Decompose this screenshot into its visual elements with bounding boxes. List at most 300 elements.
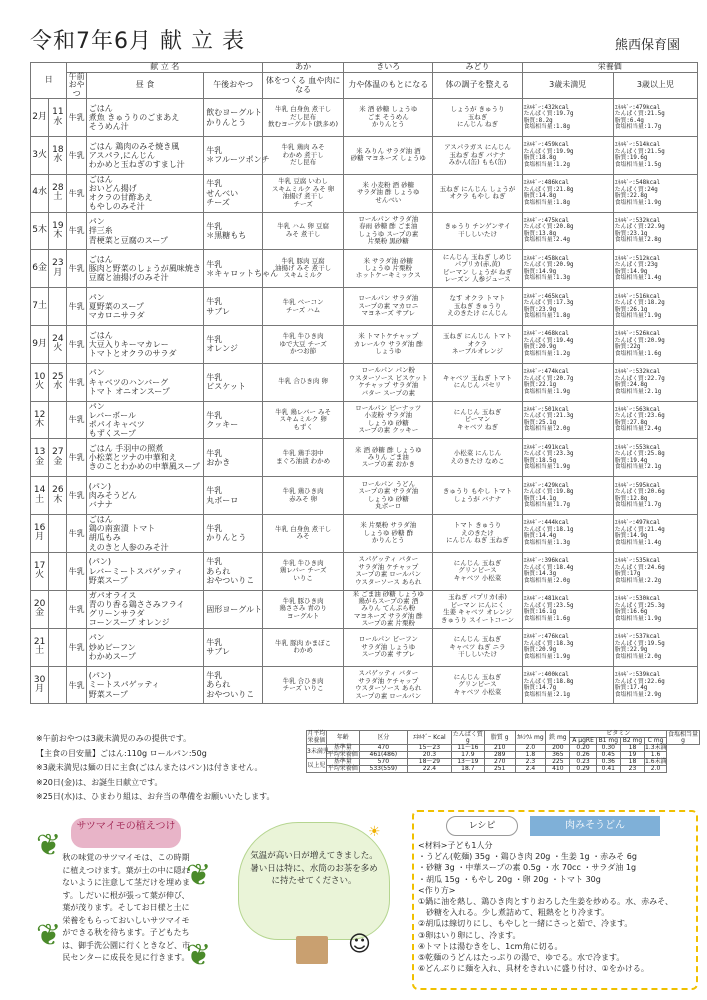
lunch-cell-line: そうめん汁: [88, 122, 129, 132]
nutrition-under3-cell-line: 食塩相当量:1.9g: [523, 653, 571, 660]
green-group-cell-line: 小松菜 にんじん: [453, 449, 502, 458]
nutrition-under3-cell-line: ｴﾈﾙｷﾞｰ:465kcal: [523, 293, 569, 300]
afternoon-snack-cell-line: 丸ボーロ: [206, 495, 239, 505]
afternoon-snack-cell-line: クッキー: [206, 419, 239, 429]
afternoon-snack-cell-line: あられ: [206, 680, 231, 690]
avg-cell-b2: 0.45: [596, 752, 620, 759]
yellow-group-cell: [344, 136, 433, 174]
lunch-cell-line: ごはん: [88, 330, 113, 340]
yellow-group-cell: [344, 628, 433, 666]
afternoon-snack-cell: [204, 174, 263, 212]
header-red: あか: [263, 63, 344, 73]
nutrition-under3-cell-line: 脂質:20.9g: [523, 344, 557, 351]
red-group-cell-line: 油揚げ みそ 煮干し: [275, 264, 332, 273]
yellow-group-cell-line: しょうゆ 砂糖: [367, 418, 409, 427]
sun-icon: ☀: [368, 824, 381, 840]
green-group-cell-line: アスパラガス にんじん: [444, 143, 511, 152]
red-group-cell: [263, 514, 344, 552]
avg-cell-age: 3未満児: [307, 745, 327, 759]
avg-h-salt: 食塩相当量 g: [667, 730, 698, 744]
red-group-cell-line: 飲むヨーグルト(鉄多め): [268, 120, 339, 129]
yellow-group-cell: [344, 363, 433, 401]
nutrition-over3-cell-line: ｴﾈﾙｷﾞｰ:532kcal: [614, 369, 661, 376]
green-group-cell-line: 玉ねぎ パプリカ(赤): [448, 593, 507, 602]
menu-table: [30, 62, 698, 704]
avg-cell-b1: 0.23: [570, 759, 596, 766]
nutrition-under3-cell-line: 食塩相当量:2.4g: [523, 237, 571, 244]
nutrition-under3-cell-line: ｴﾈﾙｷﾞｰ:474kcal: [523, 369, 569, 376]
nutrition-under3-cell-line: 食塩相当量:1.7g: [523, 502, 571, 509]
nutrition-under3-cell-line: 食塩相当量:2.1g: [523, 691, 571, 698]
nutrition-over3-cell-line: ｴﾈﾙｷﾞｰ:553kcal: [614, 444, 661, 451]
nutrition-under3-cell-line: たんぱく質:18.8g: [523, 678, 574, 685]
header-yellow: きいろ: [344, 63, 433, 73]
nutrition-under3-cell: [522, 325, 613, 363]
nutrition-over3-cell-line: 脂質:17.4g: [614, 685, 648, 692]
header-green: みどり: [433, 63, 522, 73]
morning-snack-cell: 牛乳: [67, 628, 86, 666]
alt-day-cell: [49, 514, 67, 552]
lunch-cell-line: わかめスープ: [88, 651, 136, 661]
red-group-cell-line: 牛乳 ハム 卵 豆腐: [277, 222, 329, 231]
nutrition-over3-cell-line: たんぱく質:18.2g: [614, 300, 665, 307]
nutrition-under3-cell-line: 脂質:22.1g: [523, 382, 557, 389]
afternoon-snack-cell-line: チーズ: [206, 197, 230, 207]
afternoon-snack-cell: [204, 552, 263, 590]
green-group-cell: [433, 477, 522, 515]
afternoon-snack-cell-line: 牛乳: [206, 221, 223, 231]
green-group-cell-line: 玉ねぎ ねぎ バナナ: [449, 150, 506, 159]
red-group-cell-line: 鶏レバー チーズ: [279, 566, 327, 575]
lunch-cell-line: トマト オニオンスープ: [88, 386, 170, 396]
nutrition-over3-cell: [613, 666, 697, 704]
lunch-cell-line: ごはん: [88, 514, 113, 524]
lunch-cell-line: ミートスパゲッティ: [88, 680, 160, 690]
lunch-cell-line: レバーボール: [88, 410, 136, 420]
nutrition-over3-cell: [613, 174, 697, 212]
green-group-cell: [433, 514, 522, 552]
green-group-cell-line: みかん(缶) もも(缶): [448, 158, 507, 167]
afternoon-snack-cell-line: 牛乳: [206, 448, 223, 458]
nutrition-under3-cell: [522, 590, 613, 628]
menu-row: [31, 514, 698, 552]
green-group-cell-line: にんじん 玉ねぎ: [453, 635, 502, 644]
afternoon-snack-cell-line: 牛乳: [206, 557, 223, 567]
afternoon-snack-cell-line: 牛乳: [206, 179, 223, 189]
nutrition-over3-cell-line: たんぱく質:25.8g: [614, 451, 665, 458]
yellow-group-cell-line: スープの素 サラダ油: [358, 487, 419, 496]
red-group-cell-line: 牛乳 豚肉 かまぼこ: [275, 638, 332, 647]
avg-cell-fe: 2.0: [515, 745, 546, 752]
nutrition-under3-cell-line: ｴﾈﾙｷﾞｰ:400kcal: [523, 672, 569, 679]
yellow-group-cell-line: ロールパン うどん: [361, 479, 416, 488]
header-red-sub: 体をつくる 血や肉になる: [263, 73, 344, 99]
alt-day-cell: [49, 401, 67, 439]
nutrition-under3-cell: [522, 288, 613, 326]
recipe-title: 肉みそうどん: [530, 816, 660, 836]
menu-row: [31, 325, 698, 363]
green-group-cell-line: キャベツ 小松菜: [453, 687, 502, 696]
menu-row: [31, 628, 698, 666]
afternoon-snack-cell-line: せんべい: [206, 188, 239, 198]
header-day: 日: [31, 63, 67, 99]
nutrition-over3-cell-line: 食塩相当量:2.2g: [614, 577, 662, 584]
avg-cell-c: 23: [620, 766, 644, 773]
avg-cell-c: 18: [620, 745, 644, 752]
avg-cell-e: 470: [359, 745, 407, 752]
lunch-cell-line: 夏野菜のスープ: [88, 301, 144, 311]
morning-snack-cell: 牛乳: [67, 250, 86, 288]
nutrition-over3-cell-line: たんぱく質:21.5g: [614, 148, 665, 155]
afternoon-snack-cell-line: 飲むヨーグルト: [206, 108, 263, 118]
yellow-group-cell-line: スープの素 マカロニ: [358, 301, 419, 310]
red-group-cell-line: 牛乳 ベーコン: [282, 298, 324, 307]
afternoon-snack-cell: [204, 666, 263, 704]
yellow-group-cell-line: サラダ油 ケチャップ: [358, 676, 419, 685]
tree-trunk: [296, 936, 328, 964]
red-group-cell-line: スキムミルク みそ 卵: [271, 184, 335, 193]
lunch-cell: [86, 628, 204, 666]
avg-cell-c: 19: [620, 752, 644, 759]
yellow-group-cell-line: スープの素 クッキー: [358, 426, 419, 435]
recipe-text: <材料>子ども1人分 ・うどん(乾麺) 35g ・鶏ひき肉 20g ・生姜 1g ・赤みそ 6g ・砂糖 3g ・中華スープの素 0.5g ・水 70cc ・サラダ油 1g ・胡瓜 15g ・もやし 20g ・卵 20g ・トマト 30g <作り方> ①鍋に油を熱し、鶏ひき肉とすりおろした生姜を炒める。水、赤みそ、 砂糖を入れる。少し煮詰めて、粗熱をとり冷ます。 ②胡瓜は線切りにし、もやしと一緒にさっと茹で、冷ます。 ③卵はいり卵にし、冷ます。 ④トマトは湯むきをし、1cm角に切る。 ⑤乾麺のうどんはたっぷりの湯で、ゆでる。水で冷ます。 ⑥どんぶりに麺を入れ、具材をきれいに盛り付け、①をかける。: [418, 841, 674, 974]
green-group-cell-line: ピーマン: [464, 415, 491, 424]
avg-cell-s: 1.3未満: [645, 744, 667, 751]
afternoon-snack-cell: [204, 250, 279, 288]
nutrition-under3-cell: [522, 363, 613, 401]
afternoon-snack-cell: [204, 136, 270, 174]
avg-cell-c: 18: [620, 759, 644, 766]
lunch-cell-line: ごはん: [88, 174, 113, 184]
green-group-cell-line: にんじん ねぎ: [456, 120, 499, 129]
nutrition-over3-cell-line: たんぱく質:22.9g: [614, 224, 665, 231]
lunch-cell-line: おいどん揚げ: [88, 183, 137, 193]
yellow-group-cell-line: ウスターソース ビスケット: [348, 373, 428, 382]
green-group-cell-line: キャベツ ねぎ ニラ: [449, 642, 506, 651]
day-cell: 20金: [31, 590, 49, 628]
yellow-group-cell-line: 米 みりん サラダ油 酒: [355, 146, 421, 155]
green-group-cell-line: オクラ もやし ねぎ: [449, 192, 506, 201]
lunch-cell: [86, 552, 204, 590]
green-group-cell-line: キャベツ 小松菜: [453, 573, 502, 582]
note-line: ※25日(水)は、ひまわり組は、お弁当の準備をお願いいたします。: [36, 792, 275, 801]
header-morning-snack: 午前おやつ: [68, 72, 85, 98]
morning-snack-cell: 牛乳: [67, 552, 86, 590]
morning-snack-cell: 牛乳: [67, 212, 86, 250]
nutrition-over3-cell: [613, 552, 697, 590]
yellow-group-cell-line: 片栗粉 黒砂糖: [367, 237, 409, 246]
avg-cell-a: 365: [546, 752, 570, 759]
avg-cell-f: 11～16: [451, 745, 484, 752]
nutrition-over3-cell-line: たんぱく質:23.6g: [614, 413, 665, 420]
afternoon-snack-cell-line: 牛乳: [206, 671, 223, 681]
yellow-group-cell-line: しょうゆ 片栗粉: [364, 264, 413, 273]
nutrition-under3-cell-line: たんぱく質:20.9g: [523, 262, 574, 269]
nutrition-over3-cell-line: たんぱく質:19.5g: [614, 640, 665, 647]
afternoon-snack-cell-line: 牛乳: [206, 335, 223, 345]
nutrition-under3-cell: [522, 666, 613, 704]
nutrition-under3-cell-line: 脂質:18.8g: [523, 155, 557, 162]
day-cell: 3火: [31, 136, 49, 174]
red-group-cell-line: みそ 煮干し: [285, 229, 321, 238]
morning-snack-cell: 牛乳: [67, 363, 86, 401]
lunch-cell-line: (パン): [88, 557, 111, 567]
afternoon-snack-cell-line: あられ: [206, 566, 231, 576]
nutrition-over3-cell-line: ｴﾈﾙｷﾞｰ:532kcal: [614, 217, 661, 224]
lunch-cell-line: 豚肉と野菜のしょうが風味焼き: [88, 264, 201, 274]
nutrition-over3-cell-line: ｴﾈﾙｷﾞｰ:514kcal: [614, 142, 661, 149]
nutrition-under3-cell: [522, 628, 613, 666]
nutrition-over3-cell-line: 食塩相当量:1.4g: [614, 275, 662, 282]
nutrition-under3-cell-line: 脂質:16.1g: [523, 609, 557, 616]
avg-h-b2: B2 mg: [620, 738, 644, 745]
alt-day-cell: [49, 666, 67, 704]
lunch-cell-line: (パン): [88, 481, 111, 491]
nutrition-under3-cell: [522, 174, 613, 212]
nutrition-under3-cell-line: ｴﾈﾙｷﾞｰ:432kcal: [523, 104, 569, 111]
morning-snack-cell: 牛乳: [67, 514, 86, 552]
red-group-cell-line: 牛乳 合ひき肉: [282, 676, 324, 685]
nutrition-under3-cell-line: 食塩相当量:1.8g: [523, 199, 571, 206]
alt-day-cell: 24火: [49, 325, 67, 363]
alt-day-cell: 11水: [49, 99, 67, 137]
nutrition-over3-cell: [613, 628, 697, 666]
nutrition-under3-cell-line: 食塩相当量:1.9g: [523, 464, 571, 471]
yellow-group-cell-line: 米 酒 砂糖 酢 しょうゆ: [354, 445, 422, 454]
menu-row: [31, 250, 698, 288]
red-group-cell: [263, 325, 344, 363]
menu-row: [31, 212, 698, 250]
avg-cell-s: 1.6: [645, 752, 667, 759]
afternoon-snack-cell: [204, 363, 263, 401]
afternoon-snack-cell-line: ビスケット: [206, 382, 246, 392]
yellow-group-cell-line: 鶏がらスープの素 酒: [358, 597, 419, 605]
note-line: ※20日(金)は、お誕生日献立です。: [36, 777, 163, 787]
nutrition-over3-cell-line: 食塩相当量:2.4g: [614, 426, 662, 433]
yellow-group-cell: [344, 250, 433, 288]
lunch-cell-line: 鶏の南蛮漬 トマト: [88, 524, 156, 534]
yellow-group-cell-line: スープの素 ロールパン: [355, 691, 422, 700]
nutrition-under3-cell-line: ｴﾈﾙｷﾞｰ:429kcal: [523, 482, 569, 489]
red-group-cell: [263, 552, 344, 590]
lunch-cell-line: 煮魚 きゅうりのごまあえ: [88, 112, 180, 122]
nutrition-over3-cell-line: 脂質:22g: [614, 344, 641, 351]
lunch-cell-line: パン: [88, 368, 105, 378]
nutrition-over3-cell-line: たんぱく質:23g: [614, 262, 658, 269]
morning-snack-cell: 牛乳: [67, 288, 86, 326]
nutrition-under3-cell-line: 食塩相当量:1.6g: [523, 615, 571, 622]
yellow-group-cell: [344, 666, 433, 704]
menu-row: [31, 439, 698, 477]
header-menu: 献 立 名: [67, 63, 263, 73]
red-group-cell: [263, 628, 344, 666]
nutrition-under3-cell-line: たんぱく質:20.8g: [523, 224, 574, 231]
lunch-cell: [86, 363, 204, 401]
lunch-cell-line: 拌三糸: [88, 226, 113, 236]
avg-cell-s: 1.6未満: [645, 758, 667, 765]
day-cell: 13金: [31, 439, 49, 477]
yellow-group-cell-line: ロールパン サラダ油: [358, 215, 419, 224]
green-group-cell: [433, 99, 522, 137]
afternoon-snack-cell: [204, 590, 263, 628]
avg-cell-e: 461(486): [359, 752, 407, 759]
afternoon-snack-cell-line: ＊キャロットちゃん: [206, 268, 279, 278]
note-line: ※3歳未満児は麺の日に主食(ごはんまたはパン)は付きません。: [36, 763, 263, 772]
notes: [36, 732, 294, 805]
nutrition-under3-cell-line: たんぱく質:21.8g: [523, 186, 574, 193]
avg-cell-b2: 0.41: [596, 766, 620, 773]
lunch-cell: [86, 212, 204, 250]
nutrition-over3-cell-line: ｴﾈﾙｷﾞｰ:512kcal: [614, 255, 661, 262]
nutrition-over3-cell-line: ｴﾈﾙｷﾞｰ:563kcal: [614, 406, 661, 413]
nutrition-under3-cell-line: 食塩相当量:1.3g: [523, 539, 571, 546]
lunch-cell-line: 豆腐と油揚げのみそ汁: [88, 273, 169, 283]
nutrition-over3-cell-line: 食塩相当量:1.9g: [614, 199, 662, 206]
green-group-cell-line: ピーマン しょうが ねぎ: [443, 267, 512, 276]
yellow-group-cell-line: 春雨 砂糖 酢 ごま油: [359, 222, 418, 231]
day-cell: 17火: [31, 552, 49, 590]
avg-h-energy: ｴﾈﾙｷﾞｰ Kcal: [407, 731, 451, 745]
avg-h-fe: 鉄 mg: [546, 731, 570, 745]
avg-cell-b2: 0.36: [596, 759, 620, 766]
alt-day-cell: 28土: [49, 174, 67, 212]
day-cell: 9月: [31, 325, 49, 363]
yellow-group-cell-line: ロールパン ビーフン: [358, 635, 418, 644]
lunch-cell-line: アスパラ,にんじん: [88, 150, 155, 160]
lunch-cell: [86, 666, 204, 704]
green-group-cell-line: なす オクラ トマト: [449, 294, 506, 303]
red-group-cell-line: スキムミルク 卵: [279, 415, 327, 424]
red-group-cell-line: チーズ いりこ: [282, 684, 324, 693]
afternoon-snack-cell: [204, 439, 263, 477]
nutrition-over3-cell-line: 脂質:14.9g: [614, 533, 648, 540]
day-cell: 4水: [31, 174, 49, 212]
morning-snack-cell: 牛乳: [67, 477, 86, 515]
green-group-cell-line: トマト きゅうり: [453, 521, 502, 530]
avg-h-ca: ｶﾙｼｳﾑ mg: [515, 731, 546, 745]
yellow-group-cell-line: サラダ油 ケチャップ: [358, 562, 419, 571]
sweetpotato-box: [36, 818, 214, 986]
red-group-cell: [263, 401, 344, 439]
yellow-group-cell-line: ごま そうめん: [367, 112, 409, 121]
afternoon-snack-cell: [204, 628, 263, 666]
lunch-cell: [86, 136, 204, 174]
green-group-cell-line: にんじん パセリ: [453, 381, 502, 390]
yellow-group-cell-line: サラダ油 しょうゆ: [361, 642, 416, 651]
nutrition-over3-cell-line: 脂質:27.8g: [614, 419, 648, 426]
red-group-cell-line: まぐろ油漬 わかめ: [276, 456, 331, 465]
avg-cell-ca: 251: [484, 766, 515, 773]
yellow-group-cell-line: かりんとう: [372, 536, 405, 545]
lunch-cell-line: 野菜スープ: [88, 575, 128, 585]
yellow-group-cell-line: 米 サラダ油 砂糖: [363, 256, 414, 265]
afternoon-snack-cell-line: オレンジ: [206, 344, 238, 354]
lunch-cell-line: (パン): [88, 671, 111, 681]
yellow-group-cell-line: しょうゆ 砂糖: [367, 494, 409, 503]
lunch-cell-line: トマトとオクラのサラダ: [88, 348, 177, 358]
lunch-cell-line: ごはん 手羽中の照煮: [88, 443, 164, 453]
afternoon-snack-cell-line: 牛乳: [206, 524, 223, 534]
yellow-group-cell-line: みりん てんぷら粉: [361, 604, 416, 613]
lunch-cell-line: コーンスープ オレンジ: [88, 618, 170, 628]
yellow-group-cell-line: スープの素 片栗粉: [361, 619, 415, 628]
nutrition-over3-cell-line: 食塩相当量:2.9g: [614, 691, 662, 698]
red-group-cell-line: かつお節: [290, 347, 317, 356]
nutrition-over3-cell: [613, 590, 697, 628]
morning-snack-cell: 牛乳: [67, 325, 86, 363]
yellow-group-cell-line: ケチャップ サラダ油: [358, 381, 419, 390]
nutrition-under3-cell-line: 食塩相当量:1.2g: [523, 161, 571, 168]
afternoon-snack-cell-line: 牛乳: [206, 638, 223, 648]
nutrition-over3-cell: [613, 136, 697, 174]
day-cell: 7土: [31, 288, 49, 326]
nutrition-under3-cell-line: ｴﾈﾙｷﾞｰ:396kcal: [523, 558, 569, 565]
morning-snack-cell: 牛乳: [67, 174, 86, 212]
green-group-cell-line: 生姜 キャベツ オレンジ: [443, 608, 512, 617]
nutrition-under3-cell-line: たんぱく質:19.4g: [523, 337, 574, 344]
nutrition-over3-cell-line: 脂質:12.8g: [614, 495, 648, 502]
nutrition-over3-cell: [613, 288, 697, 326]
avg-cell-p: 18～29: [407, 759, 451, 766]
nutrition-over3-cell-line: たんぱく質:22.6g: [614, 678, 665, 685]
nutrition-over3-cell-line: 食塩相当量:2.0g: [614, 653, 662, 660]
nutrition-over3-cell-line: たんぱく質:21.4g: [614, 526, 665, 533]
nutrition-over3-cell-line: 食塩相当量:2.1g: [614, 464, 662, 471]
nutrition-under3-cell-line: たんぱく質:23.5g: [523, 602, 574, 609]
avg-cell-f: 13～19: [451, 759, 484, 766]
red-group-cell-line: だし昆布: [290, 158, 317, 167]
afternoon-snack-cell-line: ＊黒糖もち: [206, 230, 247, 240]
nutrition-under3-cell-line: ｴﾈﾙｷﾞｰ:476kcal: [523, 634, 569, 641]
morning-snack-cell: 牛乳: [67, 99, 86, 137]
nutrition-over3-cell-line: 脂質:23.1g: [614, 230, 648, 237]
nutrition-under3-cell-line: 食塩相当量:1.8g: [523, 313, 571, 320]
yellow-group-cell: [344, 477, 433, 515]
avg-cell-a: 200: [546, 745, 570, 752]
green-group-cell-line: ネーブルオレンジ: [451, 347, 504, 356]
yellow-group-cell-line: しょうゆ 砂糖 酢: [363, 528, 414, 537]
lunch-cell-line: レバーミートスパゲッティ: [88, 566, 184, 576]
yellow-group-cell-line: 米 トマトケチャップ: [358, 332, 419, 341]
menu-row: [31, 99, 698, 137]
green-group-cell: [433, 250, 522, 288]
alt-day-cell: [49, 288, 67, 326]
avg-h-b1: B1 mg: [596, 738, 620, 745]
yellow-group-cell: [344, 552, 433, 590]
yellow-group-cell-line: かりんとう: [372, 120, 405, 129]
afternoon-snack-cell: [204, 477, 263, 515]
red-group-cell-line: 牛乳 牛ひき肉: [282, 332, 324, 341]
red-group-cell: [263, 439, 344, 477]
green-group-cell-line: 玉ねぎ にんじん トマト: [442, 332, 513, 341]
yellow-group-cell-line: 米 酒 砂糖 しょうゆ: [359, 105, 418, 114]
avg-row: [307, 766, 700, 773]
nutrition-over3-cell-line: ｴﾈﾙｷﾞｰ:537kcal: [614, 634, 661, 641]
green-group-cell-line: 玉ねぎ きゅうり: [453, 301, 502, 310]
red-group-cell-line: 牛乳 鶏肉 みそ: [281, 143, 325, 152]
red-group-cell: [263, 174, 344, 212]
avg-cell-f: 17.9: [451, 752, 484, 759]
nutrition-under3-cell-line: ｴﾈﾙｷﾞｰ:501kcal: [523, 406, 569, 413]
yellow-group-cell-line: ウスターソース あられ: [355, 577, 422, 586]
avg-cell-p: 15～23: [407, 745, 451, 752]
nutrition-under3-cell: [522, 212, 613, 250]
green-group-cell-line: きゅうり チンゲンサイ: [444, 222, 511, 231]
afternoon-snack-cell-line: 牛乳: [206, 146, 223, 156]
lunch-cell: [86, 514, 204, 552]
lunch-cell: [86, 325, 204, 363]
nutrition-under3-cell-line: 脂質:13.8g: [523, 230, 557, 237]
